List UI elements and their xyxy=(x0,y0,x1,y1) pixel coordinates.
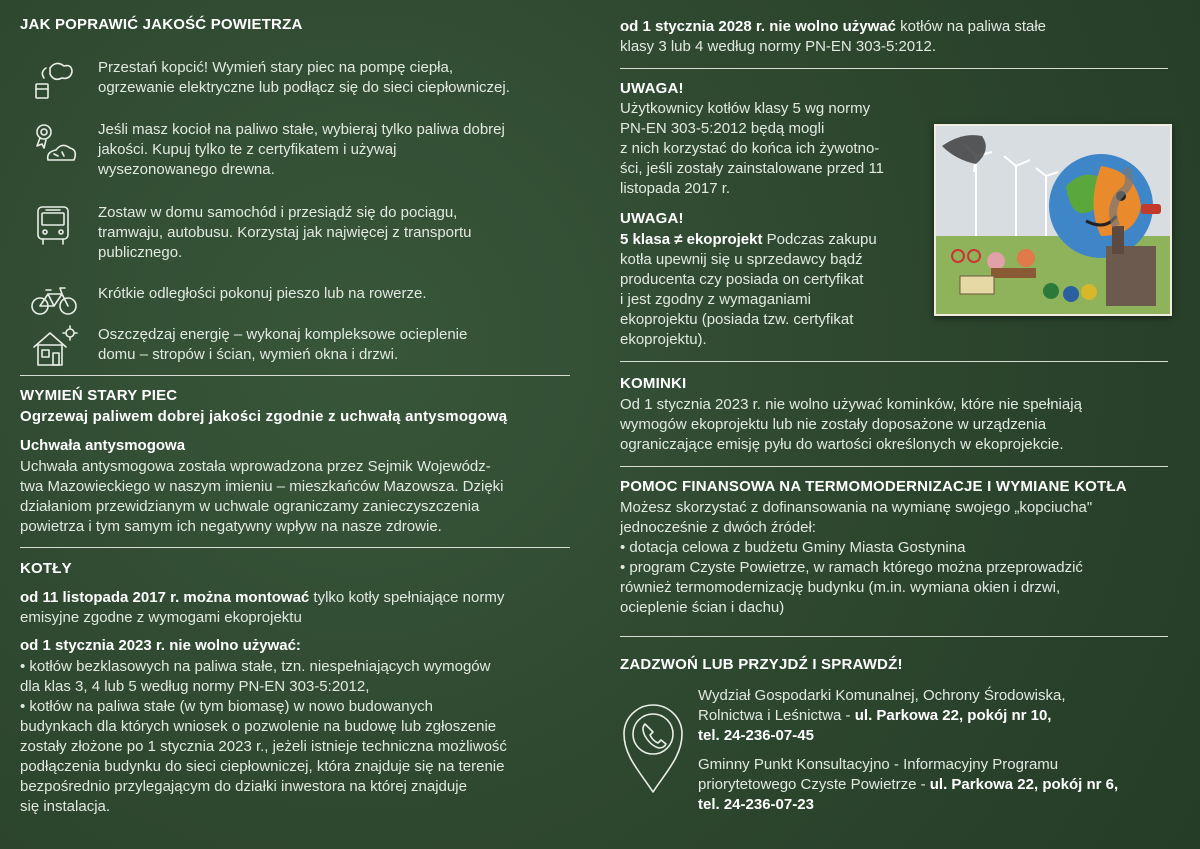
divider xyxy=(20,547,570,548)
text-line: Od 1 stycznia 2023 r. nie wolno używać kominków, które nie spełniają xyxy=(620,396,1082,413)
p2028-rest: kotłów na paliwa stałe xyxy=(895,18,1047,35)
kotly-2023-list xyxy=(20,657,580,817)
kotly-paragraph-2017 xyxy=(20,588,580,628)
contact-department xyxy=(698,686,1178,746)
certified-fuel-icon xyxy=(30,120,78,164)
tip-line: Przestań kopcić! Wymień stary piec na pompę ciepła, xyxy=(98,59,454,76)
tip-line: domu – stropów i ścian, wymień okna i drzwi. xyxy=(98,346,399,363)
tip-line: wysezonowanego drewna. xyxy=(98,161,275,178)
subheading-good-fuel: Ogrzewaj paliwem dobrej jakości zgodnie z uchwałą antysmogową xyxy=(20,408,508,425)
text-line: PN-EN 303-5:2012 będą mogli xyxy=(620,120,825,137)
smoke-stove-icon xyxy=(30,58,78,102)
text-line: również termomodernizację budynku (m.in. wymiana okien i drzwi, xyxy=(620,579,1061,596)
text-line: dla klas 3, 4 lub 5 według normy PN-EN 303-5:2012, xyxy=(20,678,370,695)
text-line: Uchwała antysmogowa została wprowadzona przez Sejmik Wojewódz- xyxy=(20,458,491,475)
text-line: ograniczające emisję pyłu do wartości określonych w ekoprojekcie. xyxy=(620,436,1064,453)
text-line: ekoprojektu (posiada tzw. certyfikat xyxy=(620,311,854,328)
ekoprojekt-bold: 5 klasa ≠ ekoprojekt xyxy=(620,231,763,248)
tip-line: publicznego. xyxy=(98,244,183,261)
uchwala-text xyxy=(20,457,580,537)
kotly-2017-bold: od 11 listopada 2017 r. można montować xyxy=(20,589,310,606)
text-line: • program Czyste Powietrze, w ramach którego można przeprowadzić xyxy=(620,559,1083,576)
tip-public-transport xyxy=(20,203,570,261)
eco-painting-illustration xyxy=(936,126,1170,314)
text-line: • kotłów bezklasowych na paliwa stałe, tzn. niespełniających wymogów xyxy=(20,658,491,675)
tip-line: Zostaw w domu samochód i przesiądź się do pociągu, xyxy=(98,204,458,221)
phone-number: tel. 24-236-07-23 xyxy=(698,796,814,813)
uwaga-title-1: UWAGA! xyxy=(620,80,684,97)
heading-call-or-visit: ZADZWOŃ LUB PRZYJDŹ I SPRAWDŹ! xyxy=(620,656,903,673)
kotly-2023-bold: od 1 stycznia 2023 r. nie wolno używać: xyxy=(20,637,301,654)
text-line: i jest zgodny z wymaganiami xyxy=(620,291,811,308)
text-line: listopada 2017 r. xyxy=(620,180,731,197)
eco-painting xyxy=(934,124,1172,316)
pomoc-text xyxy=(620,498,1180,618)
text-line: ści, jeśli zostały zainstalowane przed 11 xyxy=(620,160,885,177)
bus-icon xyxy=(30,203,78,247)
uwaga2-rest: Podczas zakupu xyxy=(762,231,877,248)
tip-line: jakości. Kupuj tylko te z certyfikatem i używaj xyxy=(98,141,397,158)
tip-line: Oszczędzaj energię – wykonaj kompleksowe ocieplenie xyxy=(98,326,468,343)
contact-consultation-point xyxy=(698,755,1178,815)
text-line: budynkach dla których wniosek o pozwolenie na budowę lub zgłoszenie xyxy=(20,718,497,735)
bicycle-icon xyxy=(30,278,78,322)
uwaga-title-2: UWAGA! xyxy=(620,210,684,227)
tip-save-energy xyxy=(20,325,570,369)
insulated-house-icon xyxy=(30,325,78,369)
text-line: klasy 3 lub 4 według normy PN-EN 303-5:2012. xyxy=(620,38,936,55)
text-line: priorytetowego Czyste Powietrze - xyxy=(698,776,930,793)
text-line: powietrza i tym samym ich negatywny wpływ na nasze zdrowie. xyxy=(20,518,442,535)
text-line: podłączenia budynku do sieci ciepłowniczej, która znajduje się na terenie xyxy=(20,758,505,775)
uwaga-text-2 xyxy=(620,230,920,350)
text-line: Rolnictwa i Leśnictwa - xyxy=(698,707,855,724)
divider xyxy=(620,68,1168,69)
divider xyxy=(620,361,1168,362)
location-phone-icon xyxy=(620,700,686,796)
text-line: • kotłów na paliwa stałe (w tym biomasę) w nowo budowanych xyxy=(20,698,433,715)
text-line: kotła upewnij się u sprzedawcy bądź xyxy=(620,251,863,268)
heading-kominki: KOMINKI xyxy=(620,375,687,392)
text-line: • dotacja celowa z budżetu Gminy Miasta Gostynina xyxy=(620,539,966,556)
text-line: ekoprojektu). xyxy=(620,331,707,348)
text-line: wymogów ekoprojektu lub nie zostały doposażone w urządzenia xyxy=(620,416,1047,433)
text-line: Możesz skorzystać z dofinansowania na wymianę swojego „kopciucha" xyxy=(620,499,1093,516)
text-line: bezpośrednio przylegającym do działki inwestora na której znajduje xyxy=(20,778,467,795)
text-line: ocieplenie ścian i dachu) xyxy=(620,599,785,616)
tip-good-fuel xyxy=(20,120,570,178)
text-line: Użytkownicy kotłów klasy 5 wg normy xyxy=(620,100,871,117)
text-line: producenta czy posiada on certyfikat xyxy=(620,271,864,288)
heading-replace-stove: WYMIEŃ STARY PIEC xyxy=(20,387,178,404)
divider xyxy=(20,375,570,376)
tip-line: Krótkie odległości pokonuj pieszo lub na rowerze. xyxy=(98,285,427,302)
text-line: Gminny Punkt Konsultacyjno - Informacyjny Programu xyxy=(698,756,1059,773)
kominki-text xyxy=(620,395,1180,455)
paragraph-2028 xyxy=(620,17,1180,57)
address-bold: ul. Parkowa 22, pokój nr 10, xyxy=(854,707,1052,724)
tip-line: tramwaju, autobusu. Korzystaj jak najwięcej z transportu xyxy=(98,224,472,241)
tip-line: Jeśli masz kocioł na paliwo stałe, wybieraj tylko paliwa dobrej xyxy=(98,121,505,138)
heading-financial-help: POMOC FINANSOWA NA TERMOMODERNIZACJE I WYMIANE KOTŁA xyxy=(620,478,1127,495)
text-line: jednocześnie z dwóch źródeł: xyxy=(620,519,816,536)
address-bold: ul. Parkowa 22, pokój nr 6, xyxy=(929,776,1119,793)
text-line: emisyjne zgodne z wymogami ekoprojektu xyxy=(20,609,302,626)
kotly-2017-rest: tylko kotły spełniające normy xyxy=(309,589,505,606)
uwaga-text-1 xyxy=(620,99,920,199)
divider xyxy=(620,636,1168,637)
text-line: się instalacja. xyxy=(20,798,111,815)
divider xyxy=(620,466,1168,467)
tip-stop-smoking xyxy=(20,58,570,102)
heading-improve-air: JAK POPRAWIĆ JAKOŚĆ POWIETRZA xyxy=(20,16,303,33)
uchwala-title: Uchwała antysmogowa xyxy=(20,437,186,454)
p2028-bold: od 1 stycznia 2028 r. nie wolno używać xyxy=(620,18,896,35)
text-line: zostały złożone po 1 stycznia 2023 r., jeżeli istnieje techniczna możliwość xyxy=(20,738,507,755)
text-line: Wydział Gospodarki Komunalnej, Ochrony Środowiska, xyxy=(698,687,1066,704)
text-line: twa Mazowieckiego w naszym imieniu – mieszkańców Mazowsza. Dzięki xyxy=(20,478,504,495)
text-line: działaniom przewidzianym w uchwale ograniczamy zanieczyszczenia xyxy=(20,498,480,515)
tip-walk-bike xyxy=(20,284,570,328)
phone-number: tel. 24-236-07-45 xyxy=(698,727,814,744)
text-line: z nich korzystać do końca ich żywotno- xyxy=(620,140,880,157)
tip-line: ogrzewanie elektryczne lub podłącz się do sieci ciepłowniczej. xyxy=(98,79,510,96)
heading-kotly: KOTŁY xyxy=(20,560,72,577)
